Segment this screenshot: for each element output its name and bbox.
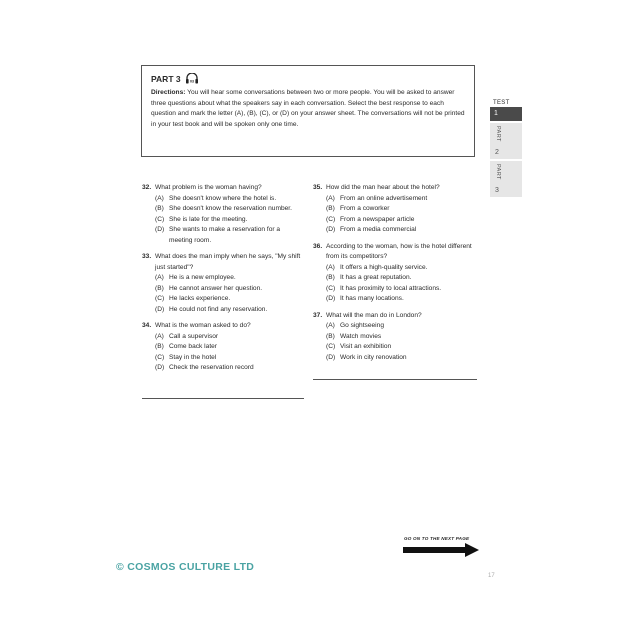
option[interactable]: [313, 263, 475, 274]
option[interactable]: [142, 225, 304, 246]
option[interactable]: [142, 204, 304, 215]
option-letter: (A): [326, 194, 335, 202]
question-35: [313, 183, 475, 236]
tab-part-2-number: 2: [495, 149, 499, 156]
option[interactable]: [142, 363, 304, 374]
option-text: He could not find any reservation.: [169, 305, 268, 313]
question-number: 36.: [313, 242, 323, 250]
option-letter: (A): [326, 263, 335, 271]
question-text: What is the woman asked to do?: [155, 322, 251, 329]
option-text: Stay in the hotel: [169, 353, 217, 361]
option-text: She doesn't know where the hotel is.: [169, 194, 277, 202]
option-letter: (C): [155, 215, 165, 223]
audio-track-number: 03: [189, 79, 194, 84]
directions-label: Directions:: [151, 89, 186, 96]
option-text: It has proximity to local attractions.: [340, 284, 442, 292]
option-letter: (D): [155, 305, 165, 313]
option[interactable]: [142, 353, 304, 364]
question-36: [313, 242, 475, 305]
headphones-icon: [185, 73, 199, 84]
option-text: Watch movies: [340, 332, 382, 340]
option-letter: (B): [326, 205, 335, 212]
option-text: It has many locations.: [340, 295, 404, 302]
question-number: 33.: [142, 253, 152, 260]
copyright-text: © COSMOS CULTURE LTD: [116, 561, 255, 573]
option[interactable]: [313, 294, 475, 305]
tab-part-3-label: PART: [495, 164, 501, 180]
option-text: Visit an exhibition: [340, 343, 392, 350]
option-text: He is a new employee.: [169, 274, 236, 281]
tab-part-2-label: PART: [495, 126, 501, 142]
directions-body: You will hear some conversations between two or more people. You will be asked to answer three questions about what the speakers say in each conversation. Select the best response to each question and mark the letter (A), (B), (C), or (D) on your answer sheet. The conversations will not be printed in your test book and will be spoken only one time.: [151, 89, 465, 128]
option-letter: (D): [326, 353, 336, 361]
go-on-text: GO ON TO THE NEXT PAGE: [404, 536, 470, 541]
option-text: She is late for the meeting.: [169, 215, 248, 223]
tab-part-3-number: 3: [495, 187, 499, 194]
option-text: Call a supervisor: [169, 332, 219, 340]
option-letter: (B): [326, 274, 335, 281]
tab-part-3[interactable]: [490, 161, 522, 197]
question-text: According to the woman, how is the hotel different from its competitors?: [326, 242, 472, 260]
option-text: It offers a high-quality service.: [340, 263, 428, 271]
option-text: From an online advertisement: [340, 194, 428, 202]
option-letter: (C): [326, 215, 336, 223]
question-text: What problem is the woman having?: [155, 184, 262, 191]
question-number: 32.: [142, 184, 152, 191]
option-text: Go sightseeing: [340, 322, 384, 329]
option[interactable]: [313, 194, 475, 205]
page-number: 17: [488, 573, 495, 579]
option-letter: (B): [326, 332, 335, 340]
questions-right-column: [313, 183, 475, 369]
option-letter: (D): [155, 364, 165, 371]
option[interactable]: [313, 225, 475, 236]
question-34: [142, 321, 304, 374]
option-letter: (A): [155, 274, 164, 281]
questions-left-column: [142, 183, 304, 380]
part-title-text: PART 3: [151, 73, 181, 84]
option[interactable]: [142, 342, 304, 353]
option-text: Check the reservation record: [169, 364, 254, 371]
tab-test-1[interactable]: [490, 107, 522, 121]
option[interactable]: [313, 204, 475, 215]
option-text: It has a great reputation.: [340, 274, 412, 281]
option-text: From a media commercial: [340, 226, 417, 233]
question-33: [142, 252, 304, 315]
option-letter: (D): [155, 226, 165, 233]
option-text: She wants to make a reservation for a meeting room.: [169, 226, 281, 244]
option[interactable]: [313, 215, 475, 226]
option[interactable]: [313, 342, 475, 353]
question-text: What will the man do in London?: [326, 311, 422, 319]
option-letter: (C): [155, 353, 165, 361]
option-text: He cannot answer her question.: [169, 284, 263, 292]
option-letter: (B): [155, 284, 164, 292]
option-letter: (C): [155, 295, 165, 302]
option-text: She doesn't know the reservation number.: [169, 205, 292, 212]
option[interactable]: [142, 194, 304, 205]
option[interactable]: [142, 215, 304, 226]
option[interactable]: [142, 332, 304, 343]
option[interactable]: [313, 284, 475, 295]
option-letter: (B): [155, 205, 164, 212]
option-letter: (B): [155, 343, 164, 350]
question-text: How did the man hear about the hotel?: [326, 184, 440, 191]
directions-box: [141, 65, 475, 157]
option[interactable]: [142, 273, 304, 284]
option-letter: (C): [326, 284, 336, 292]
question-number: 35.: [313, 184, 323, 191]
question-number: 34.: [142, 322, 152, 329]
option-text: He lacks experience.: [169, 295, 231, 302]
question-text: What does the man imply when he says, "My shift just started"?: [155, 253, 301, 271]
option-letter: (C): [326, 343, 336, 350]
question-32: [142, 183, 304, 246]
tab-part-2[interactable]: [490, 123, 522, 159]
part-title: [151, 73, 465, 84]
right-column-divider: [313, 379, 477, 380]
option[interactable]: [313, 321, 475, 332]
tab-test-label: TEST: [493, 100, 510, 106]
option[interactable]: [313, 273, 475, 284]
option-letter: (D): [326, 226, 336, 233]
option[interactable]: [142, 284, 304, 295]
option[interactable]: [142, 294, 304, 305]
option[interactable]: [142, 305, 304, 316]
option[interactable]: [313, 353, 475, 364]
option-letter: (A): [155, 332, 164, 340]
option-letter: (A): [155, 194, 164, 202]
option-text: Come back later: [169, 343, 218, 350]
tab-test-number: 1: [494, 110, 498, 117]
option-text: From a newspaper article: [340, 215, 415, 223]
question-37: [313, 311, 475, 364]
arrow-right-icon[interactable]: [403, 543, 479, 562]
option-letter: (A): [326, 322, 335, 329]
side-tabs: [490, 100, 522, 197]
question-number: 37.: [313, 311, 323, 319]
option-text: Work in city renovation: [340, 353, 407, 361]
left-column-divider: [142, 398, 304, 399]
directions-text: [151, 88, 465, 130]
option-text: From a coworker: [340, 205, 390, 212]
option-letter: (D): [326, 295, 336, 302]
option[interactable]: [313, 332, 475, 343]
